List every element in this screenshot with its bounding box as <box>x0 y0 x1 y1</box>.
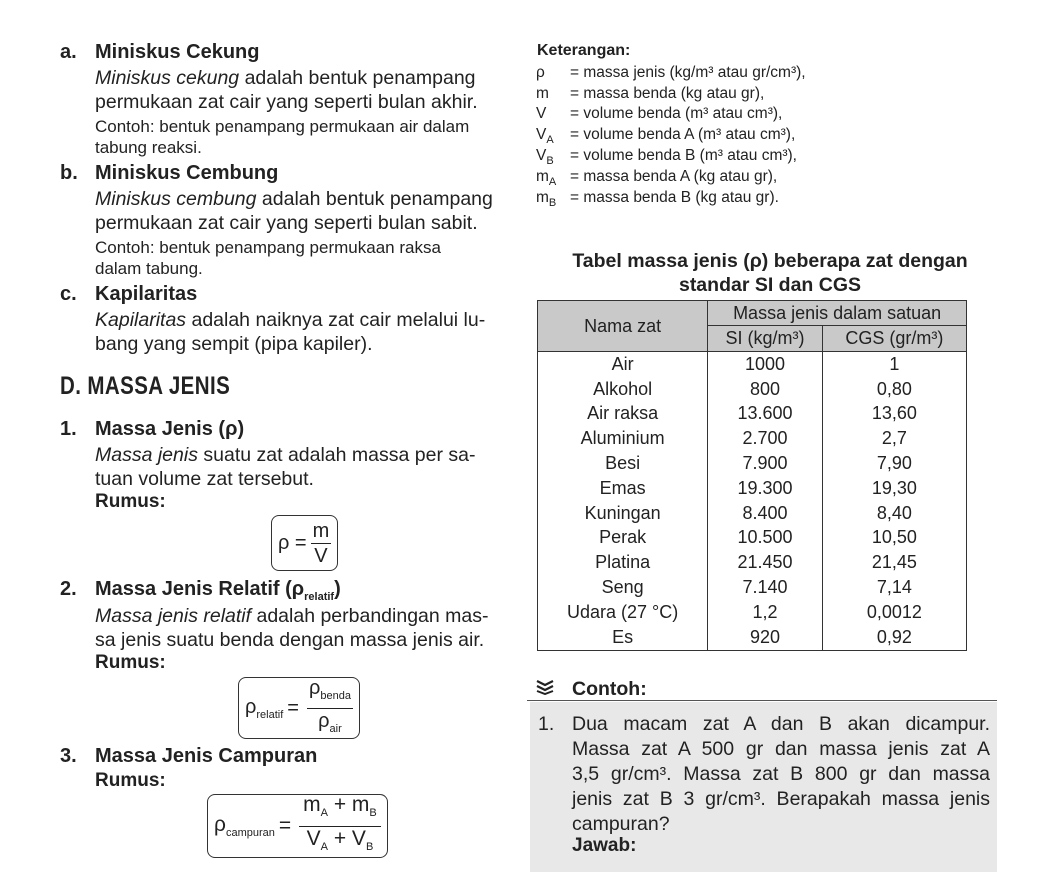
item-a-marker: a. <box>60 41 77 63</box>
table-row <box>538 402 967 427</box>
legend-row: $V_A$ = volume benda A (m³ atau cm³), <box>536 126 796 147</box>
table-row <box>538 377 967 402</box>
contoh-number: 1. <box>538 713 555 735</box>
sub2-line2: sa jenis suatu benda dengan massa jenis air. <box>95 629 485 651</box>
formula-relative-lhs: $\rho_{relatif}$ <box>245 695 284 721</box>
cell-substance: Air raksa <box>538 402 708 427</box>
sub3-rumus-label: Rumus: <box>95 770 166 791</box>
contoh-line: 3,5 gr/cm³. Massa zat B 800 gr dan massa <box>572 763 990 785</box>
cell-cgs-value: 0,0012 <box>822 600 966 625</box>
contoh-title: Contoh: <box>572 678 647 700</box>
sub1-definition: Massa jenis suatu zat adalah massa per sa- <box>95 444 476 466</box>
cell-cgs-value: 0,80 <box>822 377 966 402</box>
table-row <box>538 550 967 575</box>
cell-si-value: 1000 <box>708 352 823 377</box>
sub2-title: Massa Jenis Relatif $(\rho_{relatif})$ <box>95 578 341 603</box>
sub1-line2: tuan volume zat tersebut. <box>95 468 314 490</box>
item-c-title: Kapilaritas <box>95 283 198 305</box>
legend-row: $m_A$ = massa benda A (kg atau gr), <box>536 168 778 189</box>
table-row <box>538 352 967 377</box>
item-b-line2: permukaan zat cair yang seperti bulan sabit. <box>95 212 478 234</box>
table-row <box>538 600 967 625</box>
formula-density-denominator: V <box>314 544 328 567</box>
cell-si-value: 1,2 <box>708 600 823 625</box>
cell-si-value: 8.400 <box>708 501 823 526</box>
cell-cgs-value: 8,40 <box>822 501 966 526</box>
formula-density <box>271 515 338 571</box>
table-header-name: Nama zat <box>538 301 708 352</box>
item-a-line2: permukaan zat cair yang seperti bulan akhir. <box>95 91 478 113</box>
table-body <box>538 352 967 651</box>
cell-si-value: 13.600 <box>708 402 823 427</box>
formula-mixture-density <box>207 794 388 858</box>
sub1-number: 1. <box>60 418 77 440</box>
table-header-group: Massa jenis dalam satuan <box>708 301 967 326</box>
cell-si-value: 21.450 <box>708 550 823 575</box>
cell-cgs-value: 7,14 <box>822 575 966 600</box>
table-row <box>538 625 967 650</box>
cell-substance: Udara (27 °C) <box>538 600 708 625</box>
item-b-marker: b. <box>60 162 78 184</box>
sub2-rumus-label: Rumus: <box>95 652 166 673</box>
jawab-label: Jawab: <box>572 835 637 856</box>
density-table <box>537 300 967 651</box>
legend-row: $m_B$ = massa benda B (kg atau gr). <box>536 189 779 210</box>
table-row <box>538 501 967 526</box>
cell-si-value: 800 <box>708 377 823 402</box>
cell-si-value: 920 <box>708 625 823 650</box>
contoh-line: campuran? <box>572 813 670 835</box>
cell-substance: Besi <box>538 451 708 476</box>
formula-relative-denominator: $\rho_{air}$ <box>318 709 342 735</box>
formula-relative-density <box>238 677 360 739</box>
item-b-example2: dalam tabung. <box>95 259 203 278</box>
contoh-line: jenis zat B 3 gr/cm³. Berapakah massa jenis <box>572 788 990 810</box>
formula-mixture-fraction <box>299 793 381 858</box>
sub2-number: 2. <box>60 578 77 600</box>
cell-cgs-value: 19,30 <box>822 476 966 501</box>
section-heading: D. MASSA JENIS <box>60 372 231 400</box>
contoh-line: Dua macam zat A dan B akan dicampur. <box>572 713 990 735</box>
cell-substance: Aluminium <box>538 426 708 451</box>
table-row <box>538 451 967 476</box>
cell-cgs-value: 0,92 <box>822 625 966 650</box>
formula-density-numerator: m <box>312 519 330 542</box>
sub3-title: Massa Jenis Campuran <box>95 745 318 767</box>
legend-row: m = massa benda (kg atau gr), <box>536 85 765 102</box>
item-a-definition: Miniskus cekung adalah bentuk penampang <box>95 67 476 89</box>
item-a-example1: Contoh: bentuk penampang permukaan air dalam <box>95 117 470 136</box>
keterangan-title: Keterangan: <box>537 42 631 59</box>
item-b-example1: Contoh: bentuk penampang permukaan raksa <box>95 238 441 257</box>
item-b-definition: Miniskus cembung adalah bentuk penampang <box>95 188 493 210</box>
table-header-si: SI (kg/m³) <box>708 326 823 352</box>
sub2-definition: Massa jenis relatif adalah perbandingan mas- <box>95 605 489 627</box>
cell-substance: Platina <box>538 550 708 575</box>
table-row <box>538 575 967 600</box>
formula-relative-fraction <box>307 676 353 741</box>
legend-row: $V_B$ = volume benda B (m³ atau cm³), <box>536 147 797 168</box>
item-c-line2: bang yang sempit (pipa kapiler). <box>95 333 373 355</box>
item-a-example2: tabung reaksi. <box>95 138 202 157</box>
formula-relative-numerator: $\rho_{benda}$ <box>307 676 353 709</box>
formula-mixture-numerator: $m_A + m_B$ <box>299 793 381 826</box>
item-b-title: Miniskus Cembung <box>95 162 279 184</box>
cell-substance: Air <box>538 352 708 377</box>
table-title-line1: Tabel massa jenis (ρ) beberapa zat dengan <box>572 250 968 272</box>
cell-cgs-value: 1 <box>822 352 966 377</box>
cell-si-value: 7.900 <box>708 451 823 476</box>
formula-density-fraction <box>311 519 332 568</box>
item-a-title: Miniskus Cekung <box>95 41 260 63</box>
cell-cgs-value: 7,90 <box>822 451 966 476</box>
legend-row: V = volume benda (m³ atau cm³), <box>536 105 783 122</box>
formula-relative-eq: = <box>287 696 299 719</box>
formula-density-lhs: ρ = <box>278 531 307 554</box>
formula-mixture-denominator: $V_A + V_B$ <box>306 826 374 853</box>
cell-substance: Kuningan <box>538 501 708 526</box>
legend-row: ρ = massa jenis (kg/m³ atau gr/cm³), <box>536 64 806 81</box>
cell-si-value: 2.700 <box>708 426 823 451</box>
table-header-cgs: CGS (gr/m³) <box>822 326 966 352</box>
cell-substance: Emas <box>538 476 708 501</box>
cell-cgs-value: 10,50 <box>822 526 966 551</box>
formula-mixture-lhs: $\rho_{campuran}$ <box>214 812 275 840</box>
contoh-line: Massa zat A 500 gr dan massa jenis zat A <box>572 738 990 760</box>
cell-cgs-value: 21,45 <box>822 550 966 575</box>
item-c-marker: c. <box>60 283 77 305</box>
sub3-number: 3. <box>60 745 77 767</box>
cell-cgs-value: 2,7 <box>822 426 966 451</box>
cell-substance: Seng <box>538 575 708 600</box>
contoh-divider <box>527 700 997 701</box>
cell-si-value: 19.300 <box>708 476 823 501</box>
table-title-line2: standar SI dan CGS <box>678 274 862 296</box>
sub1-title: Massa Jenis (ρ) <box>95 418 245 440</box>
table-row <box>538 426 967 451</box>
cell-substance: Perak <box>538 526 708 551</box>
cell-cgs-value: 13,60 <box>822 402 966 427</box>
cell-si-value: 10.500 <box>708 526 823 551</box>
table-row <box>538 476 967 501</box>
formula-mixture-eq: = <box>278 814 292 837</box>
book-icon <box>535 677 555 700</box>
cell-si-value: 7.140 <box>708 575 823 600</box>
sub1-rumus-label: Rumus: <box>95 491 166 512</box>
cell-substance: Alkohol <box>538 377 708 402</box>
item-c-definition: Kapilaritas adalah naiknya zat cair melalui lu- <box>95 309 486 331</box>
table-row <box>538 526 967 551</box>
cell-substance: Es <box>538 625 708 650</box>
